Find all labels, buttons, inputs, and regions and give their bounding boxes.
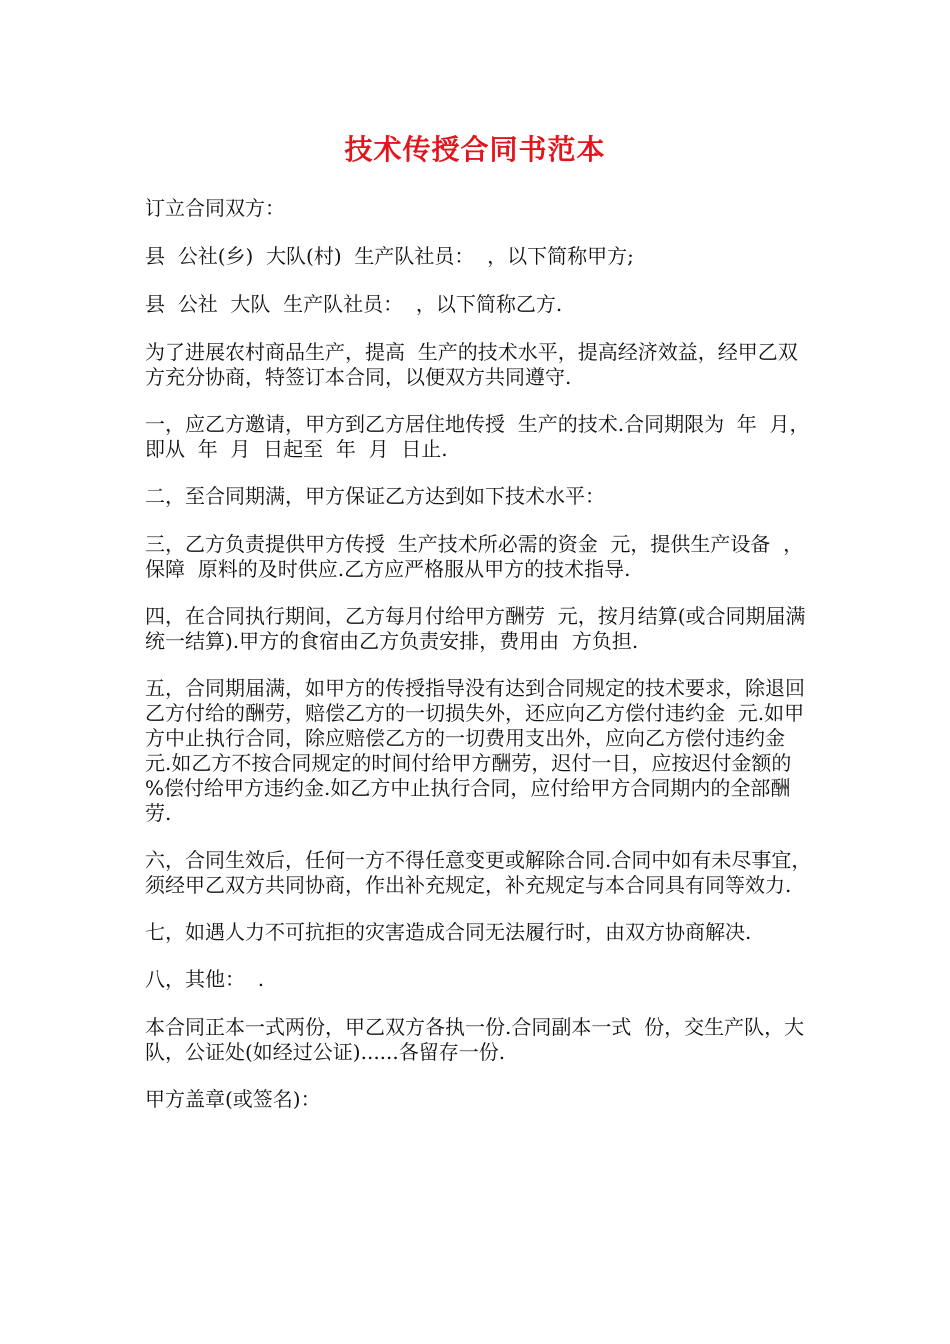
- document-title: 技术传授合同书范本: [344, 133, 606, 166]
- paragraph-clause-6: 六，合同生效后，任何一方不得任意变更或解除合同.合同中如有未尽事宜，须经甲乙双方共同协商，作出补充规定，补充规定与本合同具有同等效力.: [145, 848, 812, 897]
- document-body: [145, 196, 815, 1135]
- paragraph-clause-1: 一，应乙方邀请，甲方到乙方居住地传授 生产的技术.合同期限为 年 月，即从 年 月 日起至 年 月 日止.: [145, 412, 810, 461]
- paragraph-clause-5: 五，合同期届满，如甲方的传授指导没有达到合同规定的技术要求，除退回乙方付给的酬劳，赔偿乙方的一切损失外，还应向乙方偿付违约金 元.如甲方中止执行合同，除应赔偿乙方的一切费用支出外，应向乙方偿付违约金 元.如乙方不按合同规定的时间付给甲方酬劳，迟付一日，应按迟付金额的 %偿付给甲方违约金.如乙方中止执行合同，应付给甲方合同期内的全部酬劳.: [145, 676, 805, 825]
- paragraph-clause-8: 八，其他： .: [145, 967, 265, 991]
- paragraph-clause-2: 二，至合同期满，甲方保证乙方达到如下技术水平：: [145, 484, 605, 508]
- paragraph-clause-3: 三，乙方负责提供甲方传授 生产技术所必需的资金 元，提供生产设备 ，保障 原料的及时供应.乙方应严格服从甲方的技术指导.: [145, 532, 804, 581]
- paragraph-parties-heading: 订立合同双方：: [145, 196, 285, 220]
- paragraph-party-b: 县 公社 大队 生产队社员： ，以下简称乙方.: [145, 292, 563, 316]
- paragraph-copies: 本合同正本一式两份，甲乙双方各执一份.合同副本一式 份，交生产队，大队，公证处(如经过公证)......各留存一份.: [145, 1015, 805, 1064]
- paragraph-purpose: 为了进展农村商品生产，提高 生产的技术水平，提高经济效益，经甲乙双方充分协商，特签订本合同，以便双方共同遵守.: [145, 340, 798, 389]
- paragraph-clause-7: 七，如遇人力不可抗拒的灾害造成合同无法履行时，由双方协商解决.: [145, 920, 752, 944]
- paragraph-signature-a: 甲方盖章(或签名)：: [145, 1087, 321, 1111]
- paragraph-party-a: 县 公社(乡) 大队(村) 生产队社员： ，以下简称甲方;: [145, 244, 634, 268]
- paragraph-clause-4: 四，在合同执行期间，乙方每月付给甲方酬劳 元，按月结算(或合同期届满统一结算).甲方的食宿由乙方负责安排，费用由 方负担.: [145, 604, 806, 653]
